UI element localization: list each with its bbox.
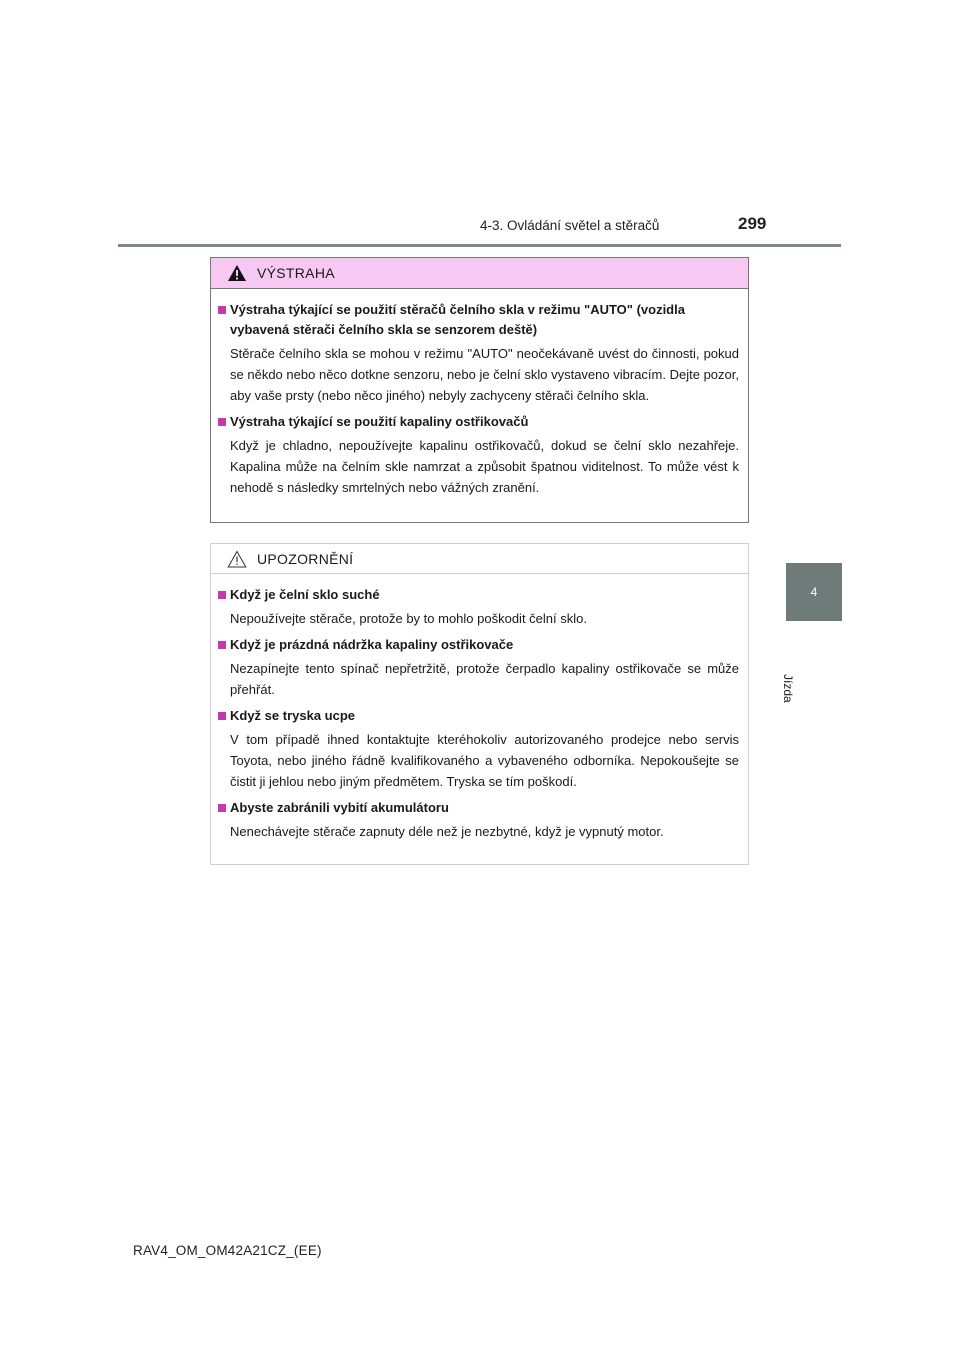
caution-item-title-text: Když je prázdná nádržka kapaliny ostřikovače [230, 637, 514, 652]
caution-header [211, 544, 748, 574]
caution-item-title-text: Abyste zabránili vybití akumulátoru [230, 800, 449, 815]
caution-item-title [218, 706, 739, 726]
warning-item-title [218, 412, 739, 432]
header-section-title: 4-3. Ovládání světel a stěračů [480, 218, 660, 233]
caution-item-title [218, 635, 739, 655]
bullet-square-icon [218, 591, 226, 599]
header-rule [118, 244, 841, 247]
warning-item-title [218, 300, 739, 340]
chapter-number: 4 [810, 585, 818, 599]
warning-item-title-text: Výstraha týkající se použití kapaliny ostřikovačů [230, 414, 529, 429]
warning-title: VÝSTRAHA [257, 265, 335, 281]
caution-item [218, 585, 739, 629]
caution-item-text: Nenechávejte stěrače zapnuty déle než je nezbytné, když je vypnutý motor. [230, 824, 664, 839]
bullet-square-icon [218, 306, 226, 314]
caution-box [210, 543, 749, 865]
warning-header [211, 258, 748, 289]
bullet-square-icon [218, 712, 226, 720]
chapter-tab[interactable] [786, 563, 842, 621]
warning-item [218, 300, 739, 406]
caution-item-title [218, 798, 739, 818]
chapter-label: Jízda [781, 674, 795, 703]
caution-item-title [218, 585, 739, 605]
page-number: 299 [738, 214, 767, 233]
bullet-square-icon [218, 641, 226, 649]
warning-item-text: Když je chladno, nepoužívejte kapalinu ostřikovačů, dokud se čelní sklo nezahřeje. Kapalina může na čelním skle namrzat a způsobit špatnou viditelnost. To může vést k nehodě s následky smrtelných nebo vážných zranění. [230, 438, 739, 495]
caution-item-title-text: Když je čelní sklo suché [230, 587, 380, 602]
warning-triangle-icon [227, 264, 247, 282]
bullet-square-icon [218, 804, 226, 812]
warning-item [218, 412, 739, 498]
caution-body [211, 574, 748, 842]
footer-doc-code: RAV4_OM_OM42A21CZ_(EE) [133, 1243, 322, 1258]
caution-item-text: Nezapínejte tento spínač nepřetržitě, protože čerpadlo kapaliny ostřikovače se může přehřát. [230, 661, 739, 697]
warning-box [210, 257, 749, 523]
caution-item-title-text: Když se tryska ucpe [230, 708, 356, 723]
bullet-square-icon [218, 418, 226, 426]
caution-item-text: Nepoužívejte stěrače, protože by to mohlo poškodit čelní sklo. [230, 611, 587, 626]
warning-item-text: Stěrače čelního skla se mohou v režimu "AUTO" neočekávaně uvést do činnosti, pokud se někdo nebo něco dotkne senzoru, nebo je čelní sklo vystaveno vibracím. Dejte pozor, aby vaše prsty (nebo něco jiného) nebyly zachyceny stěrači čelního skla. [230, 346, 739, 403]
caution-item-text: V tom případě ihned kontaktujte kteréhokoliv autorizovaného prodejce nebo servis Toyota, nebo jiného řádně kvalifikovaného a vybaveného odborníka. Nepokoušejte se čistit ji jehlou nebo jiným předmětem. Tryska se tím poškodí. [230, 732, 739, 789]
caution-triangle-icon [227, 550, 247, 568]
caution-item [218, 706, 739, 792]
warning-item-title-text: Výstraha týkající se použití stěračů čelního skla v režimu "AUTO" (vozidla vybavená stěrači čelního skla se senzorem deště) [230, 302, 685, 337]
warning-body [211, 289, 748, 498]
caution-title: UPOZORNĚNÍ [257, 550, 354, 567]
caution-item [218, 635, 739, 700]
caution-item [218, 798, 739, 842]
